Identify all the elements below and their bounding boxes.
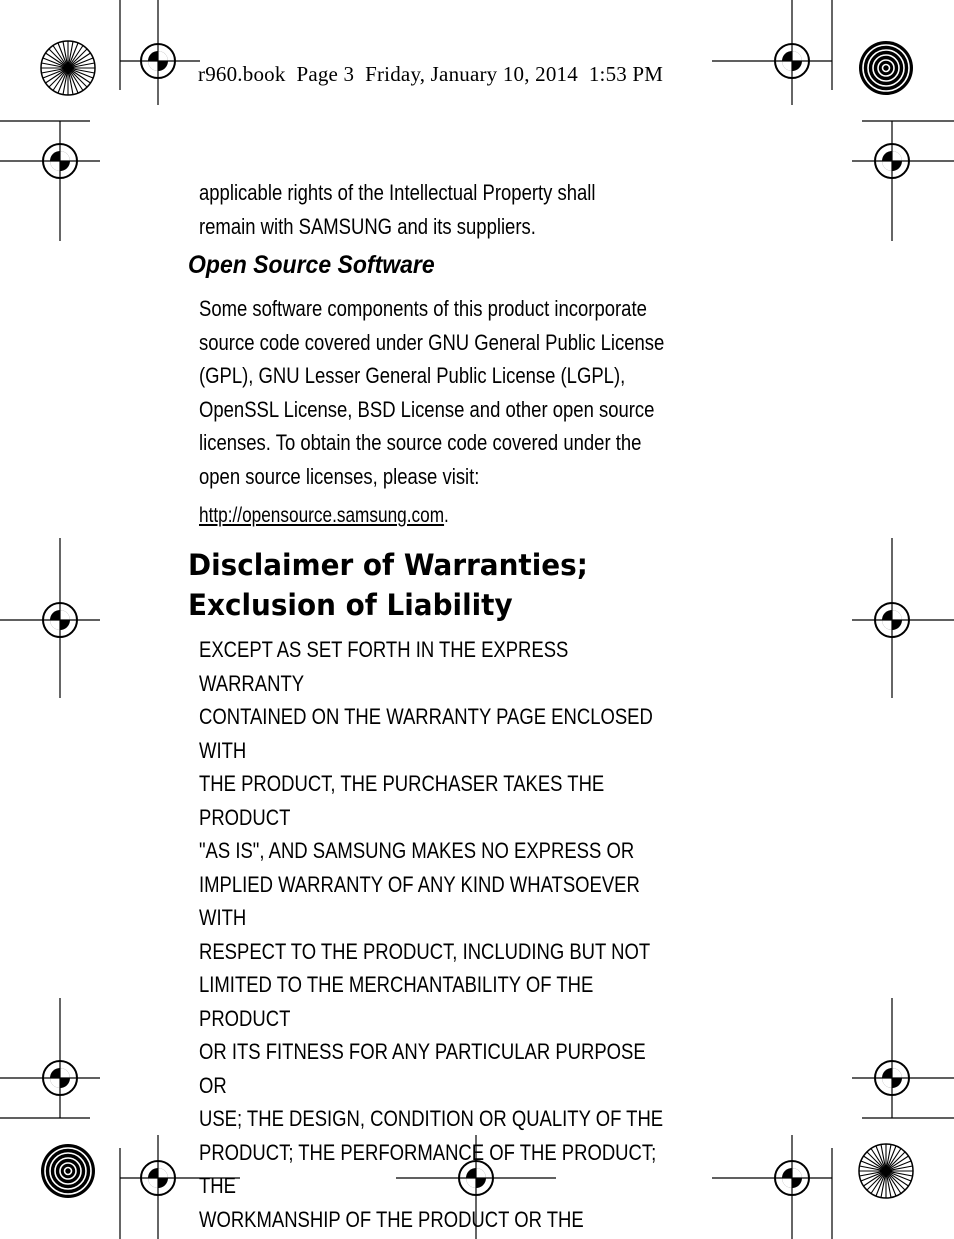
- intro-paragraph: applicable rights of the Intellectual Property shall remain with SAMSUNG and its suppliers.: [199, 180, 596, 239]
- disclaimer-paragraph: EXCEPT AS SET FORTH IN THE EXPRESS WARRANTY CONTAINED ON THE WARRANTY PAGE ENCLOSED WITH THE PRODUCT, THE PURCHASER TAKES THE PRODUCT "AS IS", AND SAMSUNG MAKES NO EXPRESS OR IMPLIED WARRANTY OF ANY KIND WHATSOEVER WITH RESPECT TO THE PRODUCT, INCLUDING BUT NOT LIMITED TO THE MERCHANTABILITY OF THE PRODUCT OR ITS FITNESS FOR ANY PARTICULAR PURPOSE OR USE; THE DESIGN, CONDITION OR QUALITY OF THE PRODUCT; THE PERFORMANCE OF THE PRODUCT; THE WORKMANSHIP OF THE PRODUCT OR THE: [199, 637, 664, 1232]
- link-period: .: [444, 504, 449, 527]
- open-source-paragraph: Some software components of this product incorporate source code covered under GNU General Public License (GPL), GNU Lesser General Public License (LGPL), OpenSSL License, BSD License and other open source licenses. To obtain the source code covered under the open source licenses, please visit:: [199, 296, 665, 489]
- disclaimer-heading: Disclaimer of Warranties; Exclusion of Liability: [188, 548, 588, 622]
- print-header-stamp: r960.book Page 3 Friday, January 10, 2014 1:53 PM: [198, 62, 664, 86]
- open-source-heading: Open Source Software: [188, 251, 435, 279]
- opensource-link[interactable]: http://opensource.samsung.com: [199, 504, 445, 527]
- open-source-link-line: [199, 501, 449, 531]
